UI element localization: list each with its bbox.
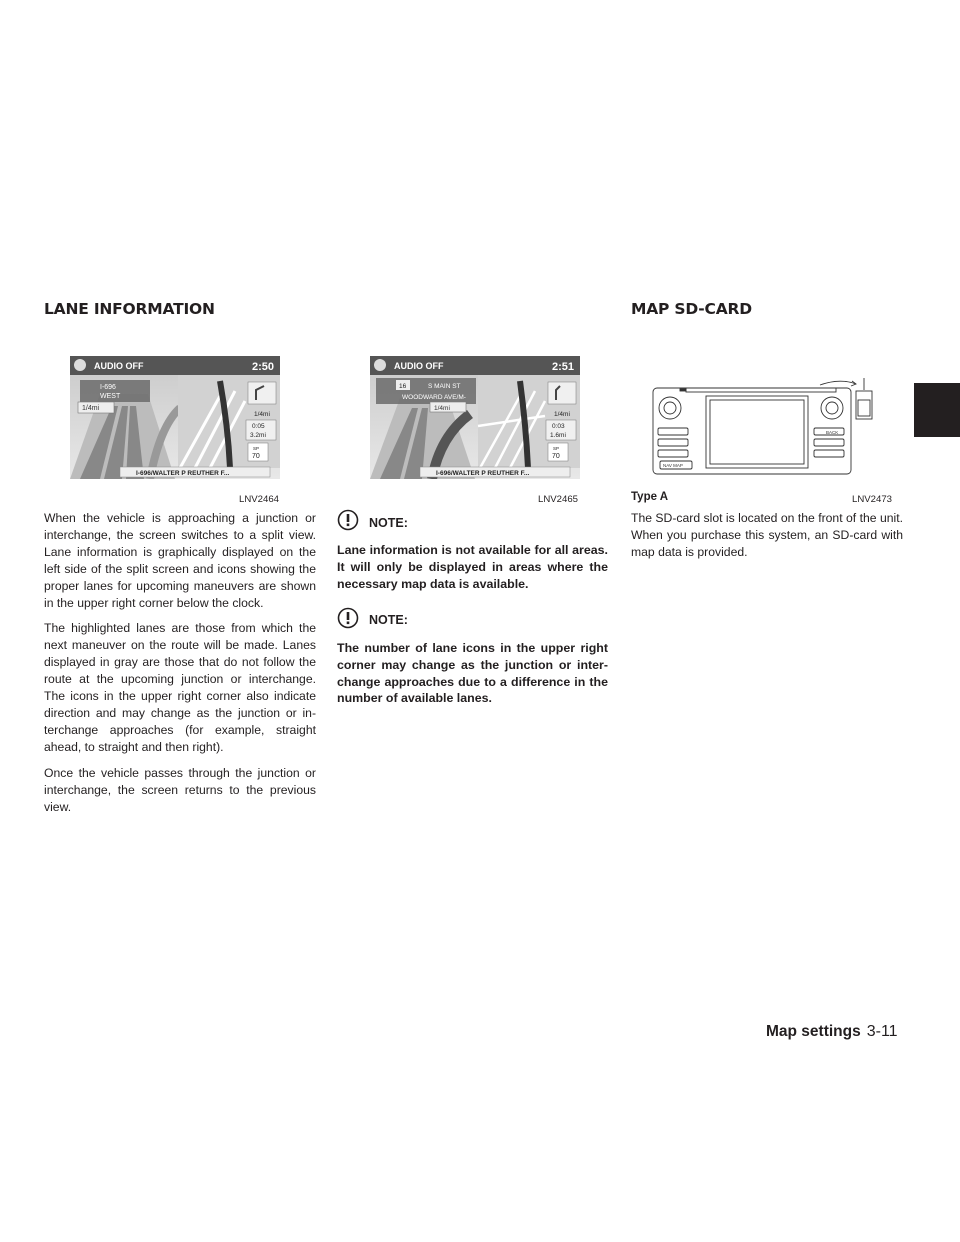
remaining-distance: 3.2mi xyxy=(250,432,266,439)
figure-id-1: LNV2464 xyxy=(239,494,280,505)
clock: 2:51 xyxy=(552,361,575,373)
page-footer xyxy=(766,1023,898,1041)
road-name-line1: I-696 xyxy=(100,384,116,391)
eta: 0:03 xyxy=(552,423,565,430)
street-name: I-696/WALTER P REUTHER F... xyxy=(436,470,530,477)
caution-icon xyxy=(337,607,359,634)
lane-paragraph-3: Once the vehicle passes through the junction or interchange, the screen returns to the previous view. xyxy=(44,765,316,814)
nav-screen-figure-2 xyxy=(370,356,580,479)
lane-paragraph-1: When the vehicle is approaching a junction or interchange, the screen switches to a split view. Lane information is graphically displayed on the left side of the split screen and icons showing the proper lanes for upcoming maneuvers are shown in the upper right corner below the clock. xyxy=(44,511,316,610)
lane-info-body xyxy=(44,510,316,824)
figure-id-2: LNV2465 xyxy=(538,494,579,505)
nav-screen-figure-1 xyxy=(70,356,280,479)
note-label-1: NOTE: xyxy=(369,515,408,530)
distance-box: 1/4mi xyxy=(434,405,450,412)
sd-card-body xyxy=(631,510,903,570)
page-number: 3-11 xyxy=(866,1023,898,1040)
footer-title: Map settings xyxy=(766,1023,861,1040)
road-name-line2: WEST xyxy=(100,393,121,400)
remaining-distance: 1.6mi xyxy=(550,432,566,439)
note-text-2: The number of lane icons in the upper right corner may change as the junction or inter-change approaches due to a difference in the number of available lanes. xyxy=(337,640,608,706)
speed-limit: 70 xyxy=(552,453,560,460)
lane-paragraph-2: The highlighted lanes are those from which the next maneuver on the route will be made. Lanes displayed in gray are those that do not follow the route at the upcoming junction or interchange. The icons in the upper right corner also indicate direction and may change as the junction or in-terchange approaches (for example, straight ahead, to straight and then right). xyxy=(44,621,316,754)
sd-card-paragraph: The SD-card slot is located on the front of the unit. When you purchase this system, an SD-card with map data is provided. xyxy=(631,511,903,559)
speed-limit: 70 xyxy=(252,453,260,460)
back-button-label: BACK xyxy=(826,430,839,435)
audio-status: AUDIO OFF xyxy=(394,361,444,371)
eta: 0:05 xyxy=(252,423,265,430)
exit-number: 16 xyxy=(399,383,407,390)
figure-type-label: Type A xyxy=(631,491,669,503)
road-name-line1: S MAIN ST xyxy=(428,383,461,390)
street-name: I-696/WALTER P REUTHER F... xyxy=(136,470,230,477)
chapter-tab xyxy=(914,383,960,437)
clock: 2:50 xyxy=(252,361,275,373)
figure-id-3: LNV2473 xyxy=(852,494,893,505)
caution-icon xyxy=(337,509,359,536)
nav-map-button-label: NAV MAP xyxy=(663,463,683,468)
note-text-1: Lane information is not available for all areas. It will only be displayed in areas where the necessary map data is available. xyxy=(337,543,608,591)
note-heading-1 xyxy=(337,509,608,536)
side-distance: 1/4mi xyxy=(254,411,270,418)
audio-status: AUDIO OFF xyxy=(94,361,144,371)
section-title-lane-information: LANE INFORMATION xyxy=(44,300,215,318)
note-heading-2 xyxy=(337,607,608,634)
notes-column xyxy=(337,509,608,721)
speed-limit-label: SP xyxy=(253,446,260,451)
speed-limit-label: SP xyxy=(553,446,560,451)
section-title-map-sd-card: MAP SD-CARD xyxy=(631,300,752,318)
note-label-2: NOTE: xyxy=(369,613,408,628)
head-unit-figure xyxy=(650,376,890,480)
distance-box: 1/4mi xyxy=(82,405,100,412)
road-name-line2: WOODWARD AVE/M- xyxy=(402,394,466,401)
side-distance: 1/4mi xyxy=(554,411,570,418)
